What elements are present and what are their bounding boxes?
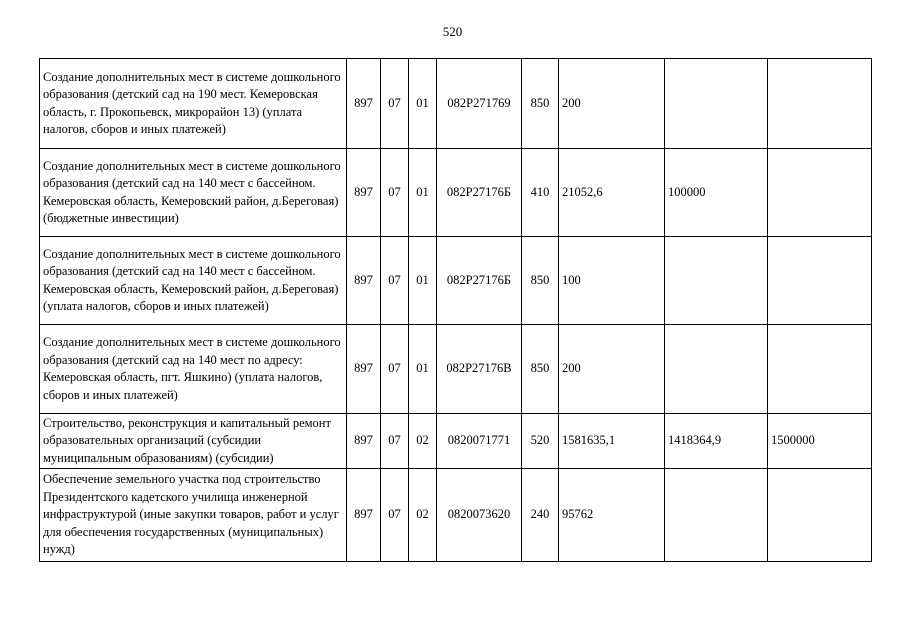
- amount-year-1: 1581635,1: [559, 414, 665, 469]
- table-row: [40, 469, 872, 562]
- table-row: [40, 414, 872, 469]
- section-code: 07: [381, 149, 409, 237]
- subsection-code: 01: [409, 325, 437, 414]
- subsection-code: 02: [409, 414, 437, 469]
- target-article-code: 0820073620: [437, 469, 522, 562]
- expense-type-code: 240: [522, 469, 559, 562]
- section-code: 07: [381, 325, 409, 414]
- ministry-code: 897: [347, 469, 381, 562]
- ministry-code: 897: [347, 59, 381, 149]
- section-code: 07: [381, 237, 409, 325]
- ministry-code: 897: [347, 414, 381, 469]
- section-code: 07: [381, 469, 409, 562]
- amount-year-3: [768, 237, 872, 325]
- expense-type-code: 410: [522, 149, 559, 237]
- amount-year-3: [768, 325, 872, 414]
- amount-year-1: 200: [559, 59, 665, 149]
- section-code: 07: [381, 59, 409, 149]
- amount-year-3: [768, 59, 872, 149]
- expense-type-code: 850: [522, 59, 559, 149]
- expense-type-code: 850: [522, 237, 559, 325]
- row-name: Строительство, реконструкция и капитальный ремонт образовательных организаций (субсидии муниципальным образованиям) (субсидии): [40, 414, 347, 469]
- amount-year-2: [665, 59, 768, 149]
- subsection-code: 01: [409, 237, 437, 325]
- row-name: Создание дополнительных мест в системе дошкольного образования (детский сад на 140 мест по адресу: Кемеровская область, пгт. Яшкино) (уплата налогов, сборов и иных платежей): [40, 325, 347, 414]
- amount-year-3: [768, 149, 872, 237]
- amount-year-2: [665, 325, 768, 414]
- row-name: Создание дополнительных мест в системе дошкольного образования (детский сад на 140 мест с бассейном. Кемеровская область, Кемеровский район, д.Береговая) (уплата налогов, сборов и иных платежей): [40, 237, 347, 325]
- amount-year-3: 1500000: [768, 414, 872, 469]
- amount-year-1: 21052,6: [559, 149, 665, 237]
- target-article-code: 082P27176В: [437, 325, 522, 414]
- row-name: Обеспечение земельного участка под строительство Президентского кадетского училища инженерной инфраструктурой (иные закупки товаров, работ и услуг для обеспечения государственных (муниципальных) нужд): [40, 469, 347, 562]
- table-row: [40, 325, 872, 414]
- target-article-code: 0820071771: [437, 414, 522, 469]
- amount-year-2: [665, 237, 768, 325]
- amount-year-1: 100: [559, 237, 665, 325]
- page-number: 520: [442, 24, 463, 39]
- ministry-code: 897: [347, 149, 381, 237]
- target-article-code: 082P271769: [437, 59, 522, 149]
- amount-year-1: 200: [559, 325, 665, 414]
- subsection-code: 01: [409, 59, 437, 149]
- row-name: Создание дополнительных мест в системе дошкольного образования (детский сад на 140 мест с бассейном. Кемеровская область, Кемеровский район, д.Береговая) (бюджетные инвестиции): [40, 149, 347, 237]
- subsection-code: 01: [409, 149, 437, 237]
- target-article-code: 082P27176Б: [437, 237, 522, 325]
- amount-year-2: 1418364,9: [665, 414, 768, 469]
- table-row: [40, 59, 872, 149]
- amount-year-2: 100000: [665, 149, 768, 237]
- section-code: 07: [381, 414, 409, 469]
- expense-type-code: 520: [522, 414, 559, 469]
- amount-year-2: [665, 469, 768, 562]
- amount-year-3: [768, 469, 872, 562]
- budget-table: [39, 58, 872, 562]
- table-row: [40, 237, 872, 325]
- subsection-code: 02: [409, 469, 437, 562]
- target-article-code: 082P27176Б: [437, 149, 522, 237]
- ministry-code: 897: [347, 325, 381, 414]
- amount-year-1: 95762: [559, 469, 665, 562]
- ministry-code: 897: [347, 237, 381, 325]
- row-name: Создание дополнительных мест в системе дошкольного образования (детский сад на 190 мест. Кемеровская область, г. Прокопьевск, микрорайон 13) (уплата налогов, сборов и иных платежей): [40, 59, 347, 149]
- table-row: [40, 149, 872, 237]
- expense-type-code: 850: [522, 325, 559, 414]
